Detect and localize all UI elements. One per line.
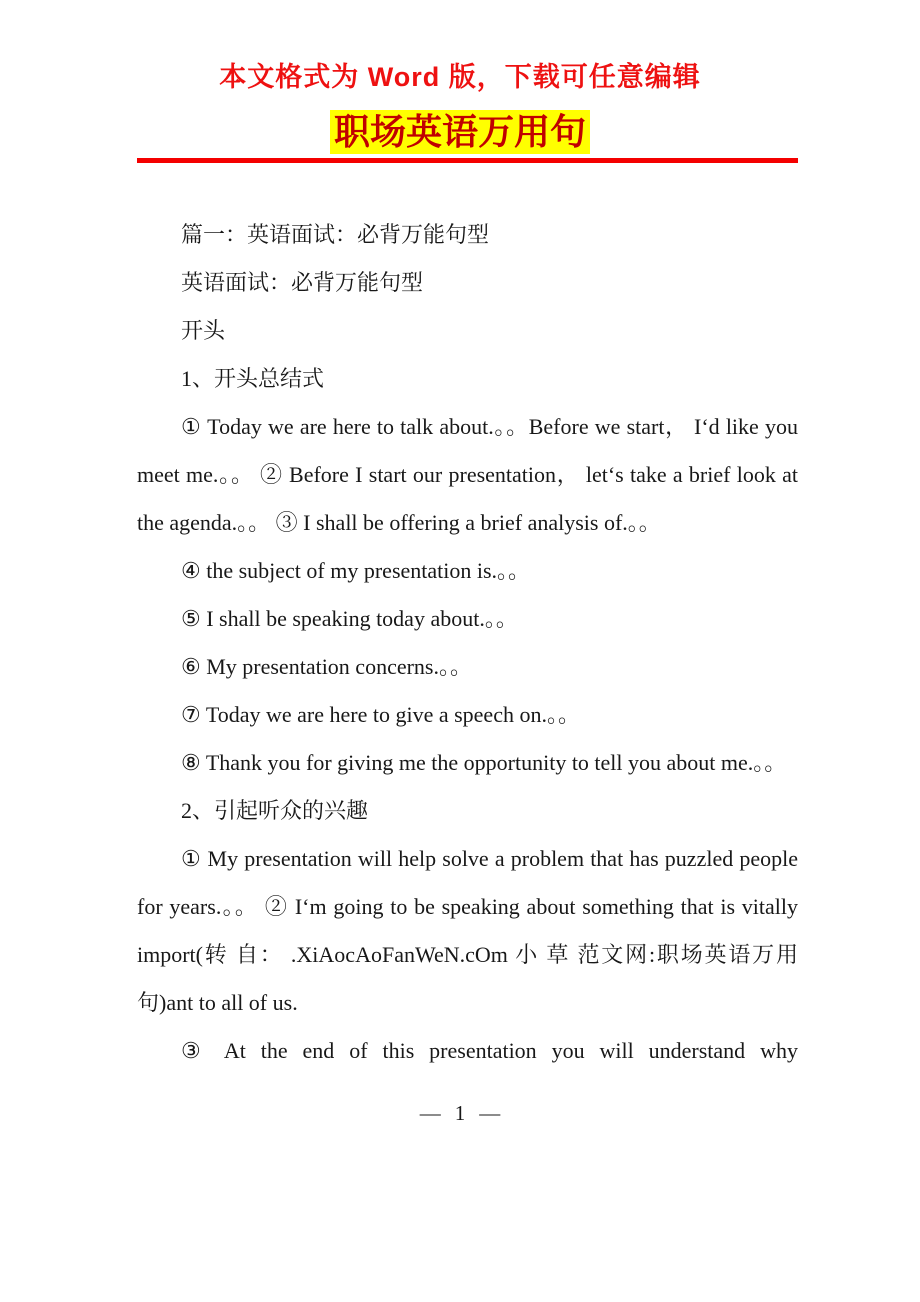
paragraph: ⑥ My presentation concerns.。。 — [181, 654, 472, 679]
paragraph: ⑦ Today we are here to give a speech on.。。 — [181, 702, 580, 727]
paragraph: ④ the subject of my presentation is.。。 — [181, 558, 531, 583]
paragraph: 1、开头总结式 — [181, 366, 325, 391]
page-title: 职场英语万用句 — [330, 110, 590, 154]
paragraph: ① My presentation will help solve a problem that has puzzled people for years.。。 ② I‘m going to be speaking about something that is vitally import(转 自： .XiAocAoFanWeN.cOm 小 草 范文网:职场英语万用句)ant to all of us. — [137, 846, 798, 1015]
paragraph: ⑤ I shall be speaking today about.。。 — [181, 606, 518, 631]
paragraph: 开头 — [181, 318, 226, 343]
paragraph: 2、引起听众的兴趣 — [181, 798, 369, 823]
paragraph: 篇一：英语面试：必背万能句型 — [181, 222, 490, 247]
footer-dash-right: — — [479, 1101, 501, 1125]
page-header — [0, 0, 920, 163]
page-number: 1 — [454, 1101, 466, 1125]
format-notice: 本文格式为 Word 版，下载可任意编辑 — [219, 62, 701, 92]
document-body — [137, 211, 798, 1075]
title-row — [0, 110, 920, 154]
paragraph: 英语面试：必背万能句型 — [181, 270, 424, 295]
title-divider-rule — [137, 158, 798, 163]
paragraph: ③ At the end of this presentation you will understand why — [181, 1038, 798, 1063]
paragraph: ① Today we are here to talk about.。。Before we start， I‘d like you meet me.。。 ② Before I start our presentation， let‘s take a brief look at the agenda.。。 ③ I shall be offering a brief analysis of.。。 — [137, 414, 798, 535]
paragraph: ⑧ Thank you for giving me the opportunity to tell you about me.。。 — [181, 750, 787, 775]
footer-dash-left: — — [419, 1101, 441, 1125]
page-footer — [0, 1100, 920, 1126]
